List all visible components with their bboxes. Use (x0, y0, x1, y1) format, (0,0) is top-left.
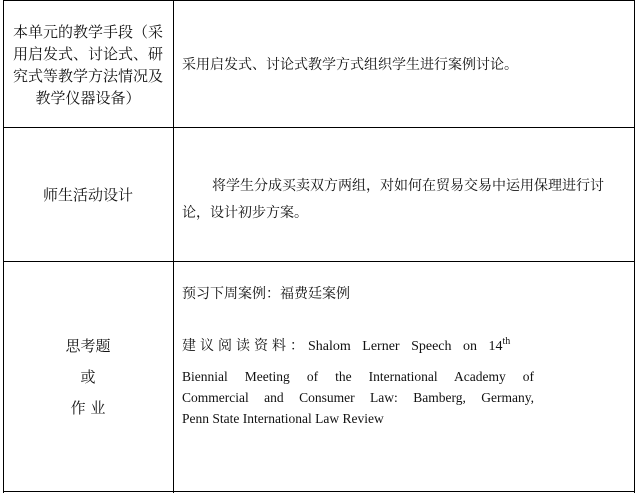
reference-line: Biennial Meeting of the International Academy of (182, 369, 534, 384)
reference-line: Penn State International Law Review (182, 411, 384, 426)
homework-label (65, 331, 110, 424)
reference-line: Commercial and Consumer Law: Bamberg, Germany, (182, 390, 534, 405)
teaching-methods-content: 采用启发式、讨论式教学方式组织学生进行案例讨论。 (182, 57, 518, 73)
table-column-divider (173, 0, 174, 493)
activity-design-label: 师生活动设计 (42, 186, 133, 204)
table-border-bottom (3, 491, 635, 492)
activity-design-content: 将学生分成买卖双方两组，对如何在贸易交易中运用保理进行讨论，设计初步方案。 (182, 178, 604, 221)
homework-label-line: 作 业 (70, 398, 106, 417)
homework-label-line: 思考题 (65, 336, 111, 355)
suggested-reading-ordinal: th (502, 336, 511, 347)
homework-label-cell (6, 264, 170, 490)
homework-label-line: 或 (80, 367, 96, 386)
teaching-methods-label: 本单元的教学手段（采用启发式、讨论式、研究式等教学方法情况及教学仪器设备） (12, 23, 163, 107)
activity-design-label-cell (6, 130, 170, 260)
preview-assignment: 预习下周案例：福费廷案例 (182, 286, 350, 302)
suggested-reading-title: Shalom Lerner Speech on 14 (308, 339, 503, 354)
table-border-top (3, 0, 635, 1)
suggested-reading-prefix: 建议阅读资料： (182, 338, 308, 354)
suggested-reading-heading (182, 335, 532, 355)
table-row-divider (3, 261, 635, 262)
teaching-methods-label-cell (6, 4, 170, 126)
suggested-reading-reference (182, 366, 534, 429)
table-row-divider (3, 127, 635, 128)
table-border-left (3, 0, 4, 493)
table-border-right (634, 0, 635, 493)
